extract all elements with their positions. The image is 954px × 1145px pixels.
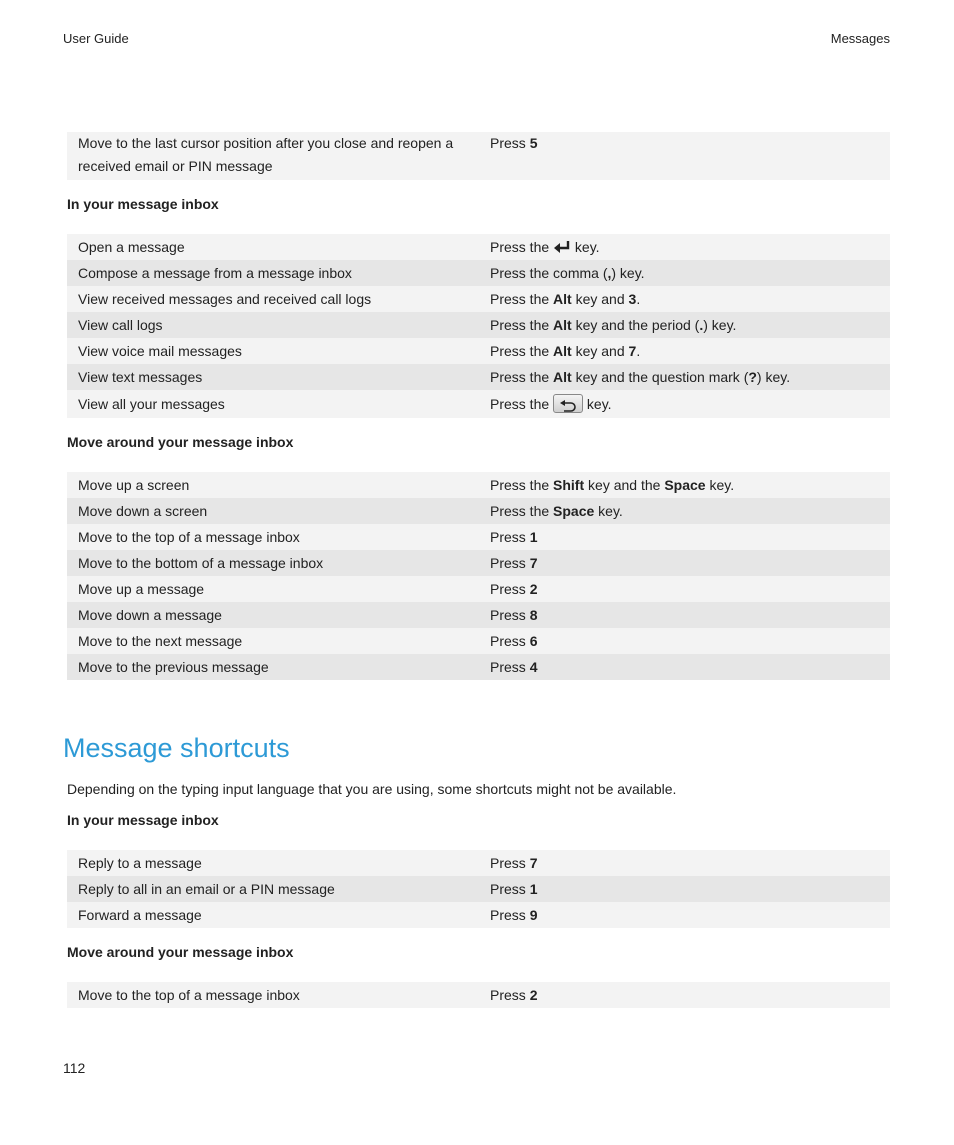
key-label: 4	[529, 659, 538, 675]
escape-key-icon	[553, 394, 583, 413]
key-label: Space	[553, 503, 595, 519]
key-suffix: .	[636, 291, 641, 307]
table-row	[67, 982, 890, 1008]
key-cell	[479, 576, 890, 602]
section-heading: In your message inbox	[67, 812, 219, 828]
key-cell	[479, 876, 890, 902]
table-row	[67, 132, 890, 180]
section-heading: In your message inbox	[67, 196, 219, 212]
intro-paragraph: Depending on the typing input language that you are using, some shortcuts might not be available.	[67, 781, 677, 797]
press-text: Press	[490, 633, 526, 649]
press-text: Press	[490, 987, 526, 1003]
key-label: 7	[529, 555, 538, 571]
action-cell: Move down a message	[78, 607, 222, 623]
press-text: Press the	[490, 369, 550, 385]
press-text: Press	[490, 135, 526, 151]
table-row	[67, 602, 890, 628]
key-joiner: key and	[575, 343, 625, 359]
action-cell: Move to the bottom of a message inbox	[78, 555, 324, 571]
action-cell: Move to the last cursor position after you close and reopen a received email or PIN message	[78, 135, 454, 174]
table-row	[67, 876, 890, 902]
key-cell	[479, 364, 890, 390]
key-cell	[479, 472, 890, 498]
key-cell	[479, 602, 890, 628]
action-cell: Move to the next message	[78, 633, 243, 649]
key-label: ,	[607, 265, 612, 281]
key-label: 7	[529, 855, 538, 871]
key-label: 3	[628, 291, 637, 307]
key-label: Space	[664, 477, 706, 493]
action-cell: Forward a message	[78, 907, 202, 923]
key-label: .	[699, 317, 704, 333]
action-cell: View all your messages	[78, 396, 225, 412]
table-row	[67, 472, 890, 498]
key-label: 1	[529, 881, 538, 897]
top-shortcut-table	[67, 132, 890, 180]
action-cell: Open a message	[78, 239, 185, 255]
key-cell	[479, 234, 890, 263]
key-joiner: key and	[575, 291, 625, 307]
table-row	[67, 234, 890, 260]
key-label: 2	[529, 987, 538, 1003]
table-row	[67, 364, 890, 390]
table-row	[67, 312, 890, 338]
key-label: 8	[529, 607, 538, 623]
press-text: Press the	[490, 503, 550, 519]
action-cell: Move to the top of a message inbox	[78, 529, 300, 545]
key-suffix: key.	[598, 503, 623, 519]
key-cell	[479, 902, 890, 928]
action-cell: View text messages	[78, 369, 203, 385]
inbox-shortcut-table	[67, 234, 890, 418]
action-cell: Reply to all in an email or a PIN message	[78, 881, 335, 897]
press-text: Press the	[490, 291, 550, 307]
press-text: Press	[490, 555, 526, 571]
key-suffix: ) key.	[756, 369, 791, 385]
table-row	[67, 628, 890, 654]
press-text: Press the	[490, 396, 550, 412]
table-row	[67, 338, 890, 364]
press-text: Press	[490, 907, 526, 923]
key-suffix: ) key.	[703, 317, 737, 333]
press-text: Press the	[490, 239, 550, 255]
key-suffix: .	[636, 343, 641, 359]
section-heading: Move around your message inbox	[67, 434, 294, 450]
key-label: 1	[529, 529, 538, 545]
table-row	[67, 550, 890, 576]
key-joiner: key and the period (	[575, 317, 700, 333]
key-label: 5	[529, 135, 538, 151]
key-cell	[479, 628, 890, 654]
table-row	[67, 902, 890, 928]
key-cell	[479, 654, 890, 680]
running-header-left: User Guide	[63, 31, 129, 46]
press-text: Press	[490, 607, 526, 623]
key-cell	[479, 982, 890, 1008]
key-label: ?	[748, 369, 757, 385]
press-text: Press the	[490, 317, 550, 333]
table-row	[67, 498, 890, 524]
key-cell	[479, 132, 890, 155]
key-cell	[479, 524, 890, 550]
key-cell	[479, 260, 890, 286]
key-suffix: key.	[574, 239, 600, 255]
press-text: Press	[490, 855, 526, 871]
table-row	[67, 654, 890, 680]
key-label: 9	[529, 907, 538, 923]
key-label: Alt	[553, 291, 572, 307]
action-cell: View received messages and received call logs	[78, 291, 372, 307]
key-suffix: key.	[709, 477, 735, 493]
key-cell	[479, 338, 890, 364]
key-label: 2	[529, 581, 538, 597]
action-cell: Reply to a message	[78, 855, 202, 871]
action-cell: Move up a screen	[78, 477, 190, 493]
key-cell	[479, 550, 890, 576]
action-cell: Compose a message from a message inbox	[78, 265, 352, 281]
message-navigation-table	[67, 982, 890, 1008]
page-number: 112	[63, 1060, 86, 1076]
running-header-right: Messages	[830, 31, 890, 46]
action-cell: Move to the top of a message inbox	[78, 987, 300, 1003]
section-title: Message shortcuts	[63, 733, 290, 763]
table-row	[67, 286, 890, 312]
press-text: Press	[490, 529, 526, 545]
table-row	[67, 524, 890, 550]
press-text: Press	[490, 881, 526, 897]
key-label: Shift	[553, 477, 585, 493]
key-label: 7	[628, 343, 637, 359]
table-row	[67, 576, 890, 602]
key-label: Alt	[553, 317, 572, 333]
key-cell	[479, 286, 890, 312]
key-label: 6	[529, 633, 538, 649]
table-row	[67, 390, 890, 418]
action-cell: View voice mail messages	[78, 343, 242, 359]
key-joiner: key and the question mark (	[575, 369, 749, 385]
press-text: Press the comma (	[490, 265, 608, 281]
key-label: Alt	[553, 343, 572, 359]
key-label: Alt	[553, 369, 572, 385]
press-text: Press	[490, 581, 526, 597]
table-row	[67, 850, 890, 876]
action-cell: Move up a message	[78, 581, 205, 597]
table-row	[67, 260, 890, 286]
action-cell: View call logs	[78, 317, 163, 333]
key-joiner: key and the	[588, 477, 661, 493]
press-text: Press	[490, 659, 526, 675]
key-cell	[479, 850, 890, 876]
press-text: Press the	[490, 477, 550, 493]
action-cell: Move to the previous message	[78, 659, 269, 675]
key-suffix: key.	[586, 396, 612, 412]
press-text: Press the	[490, 343, 550, 359]
key-cell	[479, 390, 890, 418]
message-shortcut-table	[67, 850, 890, 928]
key-cell	[479, 498, 890, 524]
section-heading: Move around your message inbox	[67, 944, 294, 960]
key-cell	[479, 312, 890, 338]
key-suffix: ) key.	[611, 265, 645, 281]
navigation-shortcut-table	[67, 472, 890, 680]
action-cell: Move down a screen	[78, 503, 208, 519]
